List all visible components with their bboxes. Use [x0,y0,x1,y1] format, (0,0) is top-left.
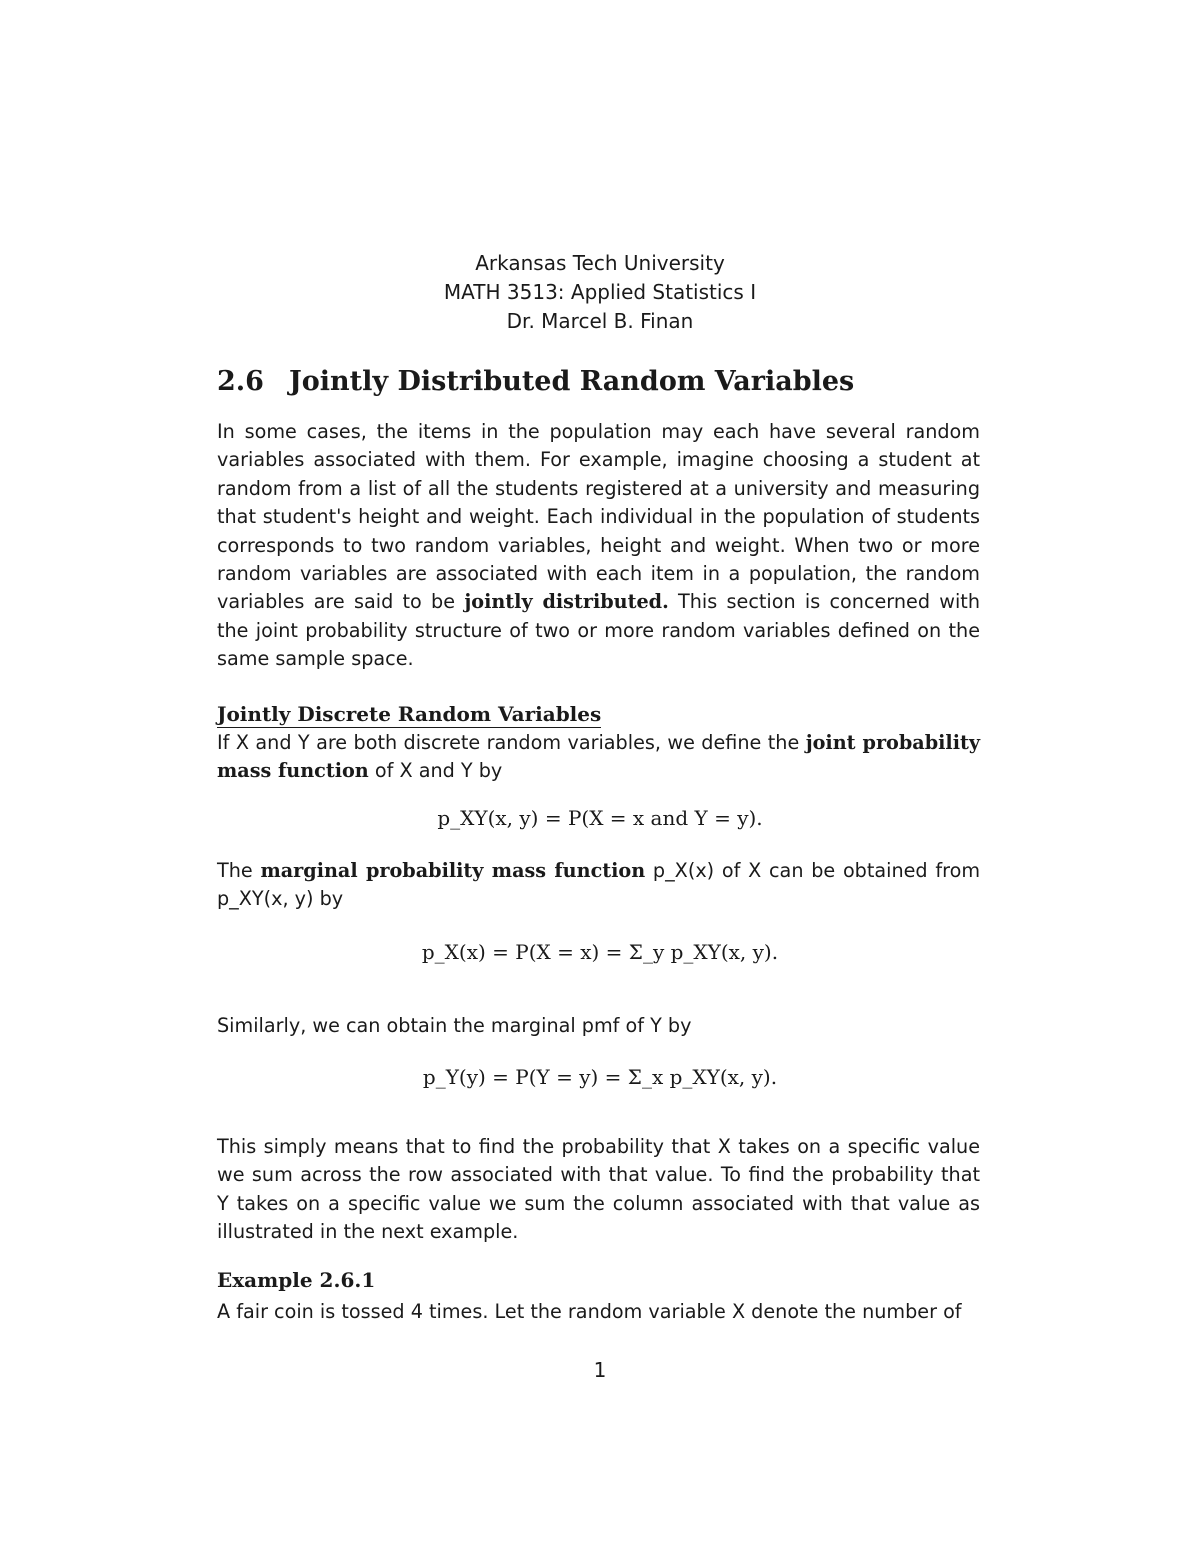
intro-paragraph [217,418,980,674]
institution-name: Arkansas Tech University [475,251,725,275]
joint-term: joint probability mass function [217,731,981,783]
page-number: 1 [593,1358,607,1382]
document-header [0,249,1200,336]
subsection-heading: Jointly Discrete Random Variables [217,702,602,726]
joint-pmf-equation: p_XY(x, y) = P(X = x and Y = y). [437,806,763,830]
example-paragraph: A fair coin is tossed 4 times. Let the random variable X denote the number of [217,1300,962,1323]
intro-text-continued: This section is concerned with the joint probability structure of two or more random variables defined on the same sample space. [217,590,980,671]
marginal-paragraph [217,857,980,914]
explanation-paragraph: This simply means that to find the probability that X takes on a specific value we sum across the row associated with that value. To find the probability that Y takes on a specific value we sum the column associated with that value as illustrated in the next example. [217,1135,980,1244]
similarly-paragraph: Similarly, we can obtain the marginal pmf of Y by [217,1014,692,1037]
example-heading: Example 2.6.1 [217,1268,376,1292]
marginal-text-continued: p_X(x) of X can be obtained from p_XY(x, y) by [217,859,981,911]
intro-text: In some cases, the items in the population may each have several random variables associated with them. For example, imagine choosing a student at random from a list of all the students registered at a university and measuring that student's height and weight. Each individual in the population of students corresponds to two random variables, height and weight. When two or more random variables are associated with each item in a population, the random variables are said to be [217,420,980,614]
section-number: 2.6 [217,366,264,397]
marginal-text: The [217,859,261,882]
marginal-term: marginal probability mass function [260,859,646,882]
marginal-y-equation: p_Y(y) = P(Y = y) = Σ_x p_XY(x, y). [422,1065,778,1089]
intro-term: jointly distributed. [464,590,669,614]
joint-pmf-paragraph [217,729,980,786]
course-title: MATH 3513: Applied Statistics I [443,280,757,304]
instructor-name: Dr. Marcel B. Finan [506,309,694,333]
joint-text: If X and Y are both discrete random variables, we define the [217,731,806,754]
marginal-x-equation: p_X(x) = P(X = x) = Σ_y p_XY(x, y). [421,940,779,964]
joint-text-continued: of X and Y by [368,759,503,783]
section-heading [217,366,854,397]
section-title: Jointly Distributed Random Variables [289,366,855,397]
